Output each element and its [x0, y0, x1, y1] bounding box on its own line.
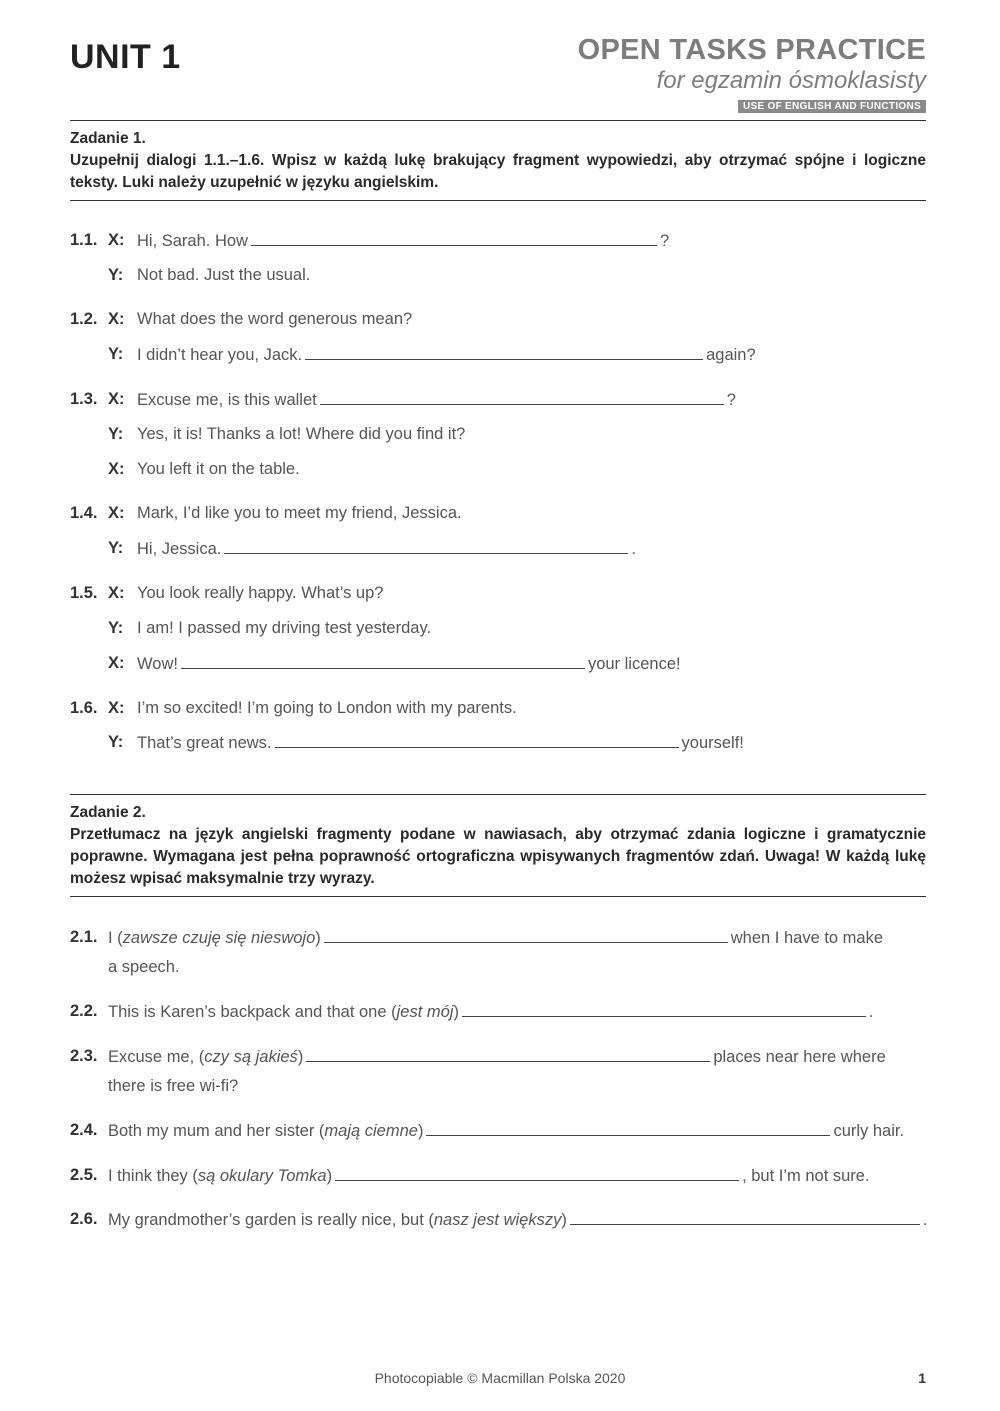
header-title: OPEN TASKS PRACTICE	[577, 34, 926, 66]
answer-blank[interactable]	[462, 1000, 866, 1017]
speaker-label: X:	[108, 310, 125, 328]
polish-prompt: nasz jest większy	[433, 1211, 562, 1229]
answer-blank[interactable]	[305, 343, 703, 360]
item-number: 2.2.	[70, 1002, 98, 1020]
answer-blank[interactable]	[570, 1208, 920, 1225]
dialog-text: yourself!	[681, 734, 744, 752]
answer-blank[interactable]	[251, 229, 657, 246]
speaker-label: X:	[108, 699, 125, 717]
answer-blank[interactable]	[181, 652, 585, 669]
dialog-text: Wow!	[137, 655, 178, 673]
polish-prompt: jest mój	[396, 1003, 454, 1021]
divider	[70, 794, 926, 795]
item-number: 2.3.	[70, 1047, 98, 1065]
speaker-label: Y:	[108, 345, 124, 363]
item-number: 2.1.	[70, 928, 98, 946]
dialog-text: ?	[659, 232, 670, 250]
speaker-label: X:	[108, 504, 125, 522]
sentence-continuation: there is free wi-fi?	[108, 1077, 239, 1095]
answer-blank[interactable]	[426, 1119, 830, 1136]
polish-prompt: mają ciemne	[324, 1122, 418, 1140]
speaker-label: X:	[108, 390, 125, 408]
divider	[70, 120, 926, 121]
header-right	[578, 34, 926, 114]
dialog-text: again?	[706, 346, 756, 364]
dialog-text: I am! I passed my driving test yesterday.	[137, 619, 432, 637]
answer-blank[interactable]	[275, 731, 679, 748]
item-number: 1.2.	[70, 310, 98, 328]
item-number: 1.3.	[70, 390, 98, 408]
answer-blank[interactable]	[324, 926, 728, 943]
task1-header	[70, 128, 926, 194]
task2-header	[70, 802, 926, 890]
task1-title: Zadanie 1.	[70, 130, 146, 147]
answer-blank[interactable]	[320, 388, 724, 405]
speaker-label: Y:	[108, 619, 124, 637]
dialog-text: You left it on the table.	[137, 460, 300, 478]
dialog-text: You look really happy. What’s up?	[137, 584, 384, 602]
sentence-continuation: a speech.	[108, 958, 180, 976]
task2-title: Zadanie 2.	[70, 804, 146, 821]
task2-instruction: Przetłumacz na język angielski fragmenty podane w nawiasach, aby otrzymać zdania logiczne i gramatycznie poprawne. Wymagana jest pełna poprawność ortograficzna wpisywanych fragmentów zdań. Uwaga! W każdą lukę możesz wpisać maksymalnie trzy wyrazy.	[70, 826, 927, 887]
dialog-text: I’m so excited! I’m going to London with my parents.	[137, 699, 517, 717]
warning-label: Uwaga!	[764, 848, 821, 865]
polish-prompt: czy są jakieś	[204, 1048, 298, 1066]
speaker-label: X:	[108, 654, 125, 672]
item-number: 1.4.	[70, 504, 98, 522]
dialog-text: I didn’t hear you, Jack.	[137, 346, 303, 364]
speaker-label: Y:	[108, 425, 124, 443]
dialog-text: Hi, Jessica.	[137, 540, 222, 558]
dialog-text: That’s great news.	[137, 734, 272, 752]
dialog-text: Mark, I’d like you to meet my friend, Jessica.	[137, 504, 462, 522]
dialog-text: .	[631, 540, 636, 558]
speaker-label: Y:	[108, 733, 124, 751]
item-number: 1.5.	[70, 584, 98, 602]
speaker-label: X:	[108, 231, 125, 249]
answer-blank[interactable]	[224, 537, 628, 554]
dialog-text: Excuse me, is this wallet	[137, 391, 317, 409]
item-number: 1.6.	[70, 699, 98, 717]
dialog-text: Hi, Sarah. How	[137, 232, 248, 250]
dialog-text: ?	[726, 391, 736, 409]
speaker-label: X:	[108, 460, 125, 478]
answer-blank[interactable]	[335, 1164, 739, 1181]
header-badge: USE OF ENGLISH AND FUNCTIONS	[738, 100, 926, 113]
dialog-text: Yes, it is! Thanks a lot! Where did you find it?	[137, 425, 466, 443]
dialog-text: your licence!	[587, 655, 681, 673]
answer-blank[interactable]	[306, 1045, 710, 1062]
page-number: 1	[918, 1370, 926, 1386]
item-number: 2.4.	[70, 1121, 98, 1139]
copyright-footer: Photocopiable © Macmillan Polska 2020	[374, 1370, 626, 1386]
item-number: 1.1.	[70, 231, 98, 249]
speaker-label: Y:	[108, 266, 124, 284]
header-subtitle: for egzamin ósmoklasisty	[656, 67, 926, 94]
unit-title: UNIT 1	[70, 38, 181, 76]
polish-prompt: są okulary Tomka	[197, 1167, 327, 1185]
item-number: 2.6.	[70, 1210, 98, 1228]
dialog-text: Not bad. Just the usual.	[137, 266, 311, 284]
task1-instruction: Uzupełnij dialogi 1.1.–1.6. Wpisz w każdą lukę brakujący fragment wypowiedzi, aby otrzymać spójne i logiczne teksty. Luki należy uzupełnić w języku angielskim.	[70, 152, 926, 191]
item-number: 2.5.	[70, 1166, 98, 1184]
speaker-label: X:	[108, 584, 125, 602]
dialog-text: What does the word generous mean?	[137, 310, 413, 328]
divider	[70, 200, 926, 201]
polish-prompt: zawsze czuję się nieswojo	[122, 929, 316, 947]
divider	[70, 896, 926, 897]
speaker-label: Y:	[108, 539, 124, 557]
